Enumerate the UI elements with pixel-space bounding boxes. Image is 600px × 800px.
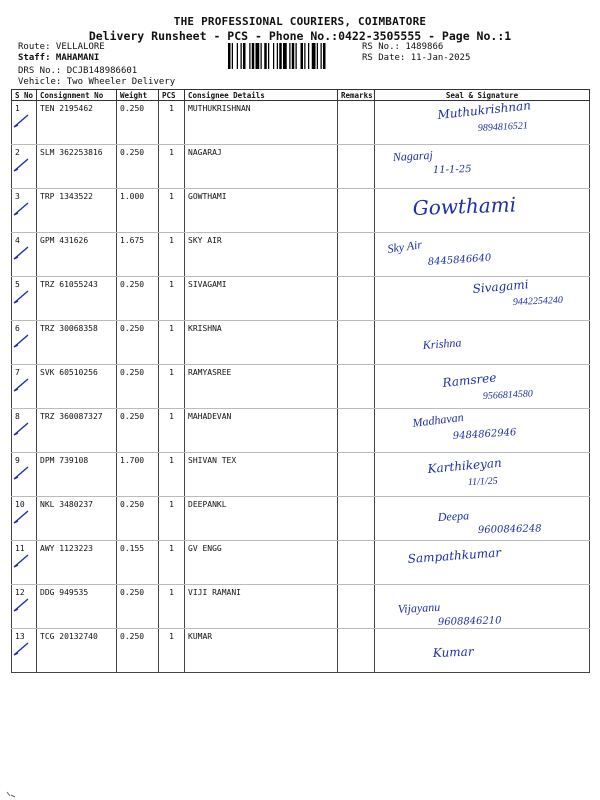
cell-pcs bbox=[159, 541, 185, 585]
cell-consignment-no-text: TRZ 30068358 bbox=[40, 324, 98, 333]
cell-signature bbox=[375, 541, 590, 585]
table-row bbox=[12, 497, 590, 541]
cell-pcs bbox=[159, 145, 185, 189]
barcode-image bbox=[228, 43, 356, 69]
handwritten-signature bbox=[383, 235, 600, 275]
cell-sno bbox=[12, 189, 37, 233]
cell-pcs-text: 1 bbox=[169, 500, 174, 509]
cell-sno-text: 1 bbox=[15, 104, 20, 113]
svg-text:8445846640: 8445846640 bbox=[427, 252, 492, 268]
cell-signature bbox=[375, 145, 590, 189]
cell-pcs bbox=[159, 365, 185, 409]
cell-weight bbox=[117, 497, 159, 541]
cell-weight bbox=[117, 365, 159, 409]
cell-pcs-text: 1 bbox=[169, 148, 174, 157]
svg-text:Sampathkumar: Sampathkumar bbox=[407, 545, 502, 566]
cell-sno bbox=[12, 585, 37, 629]
cell-remarks bbox=[338, 453, 375, 497]
cell-weight bbox=[117, 585, 159, 629]
cell-consignee-text: KUMAR bbox=[188, 632, 213, 641]
cell-pcs bbox=[159, 497, 185, 541]
cell-pcs-text: 1 bbox=[169, 632, 174, 641]
delivery-tick-mark bbox=[12, 241, 34, 263]
table-row bbox=[12, 233, 590, 277]
handwritten-signature bbox=[383, 147, 600, 187]
handwritten-signature bbox=[383, 367, 600, 407]
cell-sno bbox=[12, 321, 37, 365]
handwritten-signature bbox=[383, 631, 600, 671]
cell-consignment-no bbox=[37, 101, 117, 145]
col-weight-header: Weight bbox=[117, 90, 159, 101]
table-row bbox=[12, 409, 590, 453]
cell-weight-text: 0.250 bbox=[120, 500, 145, 509]
cell-signature bbox=[375, 497, 590, 541]
svg-text:Gowthami: Gowthami bbox=[412, 192, 517, 220]
svg-text:11-1-25: 11-1-25 bbox=[432, 163, 472, 176]
cell-remarks bbox=[338, 629, 375, 673]
cell-weight bbox=[117, 145, 159, 189]
cell-signature bbox=[375, 365, 590, 409]
runsheet-subtitle: Delivery Runsheet - PCS - Phone No.:0422-3505555 - Page No.:1 bbox=[88, 29, 512, 43]
cell-pcs-text: 1 bbox=[169, 192, 174, 201]
cell-sno-text: 13 bbox=[15, 632, 25, 641]
cell-consignee bbox=[185, 585, 338, 629]
cell-consignment-no bbox=[37, 585, 117, 629]
cell-weight-text: 0.250 bbox=[120, 412, 145, 421]
cell-remarks bbox=[338, 541, 375, 585]
handwritten-signature bbox=[383, 543, 600, 583]
handwritten-signature bbox=[383, 98, 600, 143]
company-title: THE PROFESSIONAL COURIERS, COIMBATORE bbox=[173, 15, 427, 28]
cell-remarks bbox=[338, 409, 375, 453]
cell-consignee bbox=[185, 321, 338, 365]
delivery-tick-mark bbox=[12, 461, 34, 483]
cell-consignment-no-text: DPM 739108 bbox=[40, 456, 89, 465]
delivery-tick-mark bbox=[12, 109, 34, 131]
cell-weight-text: 0.250 bbox=[120, 588, 145, 597]
table-row bbox=[12, 453, 590, 497]
cell-consignee-text: MUTHUKRISHNAN bbox=[188, 104, 251, 113]
delivery-tick-mark bbox=[12, 549, 34, 571]
cell-sno-text: 5 bbox=[15, 280, 20, 289]
cell-pcs bbox=[159, 233, 185, 277]
handwritten-signature bbox=[383, 455, 600, 495]
col-consignment-header: Consignment No bbox=[37, 90, 117, 101]
svg-text:Karthikeyan: Karthikeyan bbox=[427, 455, 503, 476]
cell-consignee bbox=[185, 541, 338, 585]
cell-signature bbox=[375, 585, 590, 629]
cell-consignment-no bbox=[37, 233, 117, 277]
cell-signature bbox=[375, 453, 590, 497]
cell-pcs bbox=[159, 101, 185, 145]
cell-sno-text: 3 bbox=[15, 192, 20, 201]
table-row bbox=[12, 585, 590, 629]
cell-pcs bbox=[159, 585, 185, 629]
cell-pcs-text: 1 bbox=[169, 236, 174, 245]
delivery-tick-mark bbox=[12, 505, 34, 527]
col-remarks-header: Remarks bbox=[338, 90, 375, 101]
rs-number: RS No.: 1489866 bbox=[362, 42, 444, 52]
cell-sno bbox=[12, 233, 37, 277]
cell-consignee bbox=[185, 453, 338, 497]
cell-sno bbox=[12, 145, 37, 189]
cell-sno bbox=[12, 629, 37, 673]
cell-pcs-text: 1 bbox=[169, 588, 174, 597]
delivery-tick-mark bbox=[12, 417, 34, 439]
drs-number: DRS No.: DCJB148986601 bbox=[18, 66, 138, 76]
svg-text:9608846210: 9608846210 bbox=[437, 615, 502, 628]
svg-text:Kumar: Kumar bbox=[432, 644, 474, 660]
svg-text:Sky Air: Sky Air bbox=[386, 237, 423, 256]
handwritten-signature bbox=[383, 587, 600, 627]
cell-pcs bbox=[159, 277, 185, 321]
cell-weight bbox=[117, 453, 159, 497]
delivery-tick-mark bbox=[12, 373, 34, 395]
svg-text:Sivagami: Sivagami bbox=[472, 277, 530, 296]
cell-weight-text: 0.250 bbox=[120, 148, 145, 157]
cell-consignee bbox=[185, 277, 338, 321]
cell-consignee bbox=[185, 365, 338, 409]
cell-consignment-no-text: TEN 2195462 bbox=[40, 104, 93, 113]
table-row bbox=[12, 365, 590, 409]
cell-remarks bbox=[338, 321, 375, 365]
cell-weight-text: 0.250 bbox=[120, 280, 145, 289]
cell-weight-text: 1.000 bbox=[120, 192, 145, 201]
cell-consignee-text: MAHADEVAN bbox=[188, 412, 232, 421]
cell-consignment-no bbox=[37, 321, 117, 365]
rs-date: RS Date: 11-Jan-2025 bbox=[362, 53, 471, 63]
cell-signature bbox=[375, 321, 590, 365]
cell-consignee-text: SHIVAN TEX bbox=[188, 456, 237, 465]
cell-weight bbox=[117, 321, 159, 365]
table-row bbox=[12, 321, 590, 365]
cell-weight-text: 0.250 bbox=[120, 632, 145, 641]
cell-pcs bbox=[159, 453, 185, 497]
cell-consignment-no-text: DDG 949535 bbox=[40, 588, 89, 597]
cell-signature bbox=[375, 189, 590, 233]
cell-consignee bbox=[185, 497, 338, 541]
svg-text:Krishna: Krishna bbox=[422, 335, 462, 352]
cell-consignment-no bbox=[37, 409, 117, 453]
cell-consignee bbox=[185, 409, 338, 453]
table-row bbox=[12, 145, 590, 189]
cell-consignment-no bbox=[37, 365, 117, 409]
cell-pcs bbox=[159, 629, 185, 673]
cell-weight-text: 1.700 bbox=[120, 456, 145, 465]
svg-text:Muthukrishnan: Muthukrishnan bbox=[436, 98, 532, 122]
handwritten-signature bbox=[383, 499, 600, 539]
cell-sno-text: 7 bbox=[15, 368, 20, 377]
table-row bbox=[12, 189, 590, 233]
route-label: Route: VELLALORE bbox=[18, 42, 105, 52]
cell-sno bbox=[12, 497, 37, 541]
cell-sno-text: 6 bbox=[15, 324, 20, 333]
cell-weight bbox=[117, 629, 159, 673]
scan-mark bbox=[6, 790, 16, 798]
col-consignee-header: Consignee Details bbox=[185, 90, 338, 101]
cell-consignee bbox=[185, 145, 338, 189]
cell-consignee-text: VIJI RAMANI bbox=[188, 588, 241, 597]
cell-remarks bbox=[338, 585, 375, 629]
cell-remarks bbox=[338, 233, 375, 277]
cell-remarks bbox=[338, 365, 375, 409]
handwritten-signature bbox=[383, 279, 600, 319]
svg-text:9600846248: 9600846248 bbox=[477, 523, 542, 536]
table-row bbox=[12, 101, 590, 145]
cell-consignee-text: GV ENGG bbox=[188, 544, 222, 553]
delivery-tick-mark bbox=[12, 153, 34, 175]
table-row bbox=[12, 541, 590, 585]
delivery-table bbox=[11, 89, 590, 673]
svg-text:9484862946: 9484862946 bbox=[452, 427, 517, 442]
cell-consignee bbox=[185, 629, 338, 673]
cell-consignment-no bbox=[37, 453, 117, 497]
cell-signature bbox=[375, 277, 590, 321]
cell-weight-text: 0.250 bbox=[120, 324, 145, 333]
cell-consignment-no-text: TRZ 61055243 bbox=[40, 280, 98, 289]
cell-weight bbox=[117, 233, 159, 277]
cell-weight-text: 0.250 bbox=[120, 104, 145, 113]
cell-consignee-text: KRISHNA bbox=[188, 324, 222, 333]
delivery-tick-mark bbox=[12, 285, 34, 307]
cell-consignment-no bbox=[37, 541, 117, 585]
cell-sno bbox=[12, 277, 37, 321]
cell-pcs bbox=[159, 189, 185, 233]
cell-pcs-text: 1 bbox=[169, 280, 174, 289]
cell-remarks bbox=[338, 145, 375, 189]
svg-text:Vijayanu: Vijayanu bbox=[397, 599, 441, 616]
cell-weight-text: 0.250 bbox=[120, 368, 145, 377]
cell-consignee-text: SIVAGAMI bbox=[188, 280, 227, 289]
staff-label: Staff: MAHAMANI bbox=[18, 53, 100, 63]
cell-pcs bbox=[159, 321, 185, 365]
cell-consignee-text: RAMYASREE bbox=[188, 368, 232, 377]
cell-sno bbox=[12, 453, 37, 497]
handwritten-signature bbox=[383, 191, 600, 231]
cell-sno-text: 9 bbox=[15, 456, 20, 465]
cell-remarks bbox=[338, 101, 375, 145]
cell-remarks bbox=[338, 277, 375, 321]
cell-weight bbox=[117, 189, 159, 233]
cell-consignee-text: NAGARAJ bbox=[188, 148, 222, 157]
cell-consignment-no-text: GPM 431626 bbox=[40, 236, 89, 245]
table-row bbox=[12, 277, 590, 321]
cell-consignment-no bbox=[37, 189, 117, 233]
cell-remarks bbox=[338, 189, 375, 233]
cell-consignment-no bbox=[37, 145, 117, 189]
cell-consignment-no-text: SVK 60510256 bbox=[40, 368, 98, 377]
cell-signature bbox=[375, 409, 590, 453]
cell-signature bbox=[375, 233, 590, 277]
cell-consignment-no bbox=[37, 277, 117, 321]
cell-sno-text: 4 bbox=[15, 236, 20, 245]
cell-consignment-no bbox=[37, 629, 117, 673]
cell-consignment-no-text: AWY 1123223 bbox=[40, 544, 93, 553]
table-header-row bbox=[12, 90, 590, 101]
cell-consignee-text: DEEPANKL bbox=[188, 500, 227, 509]
cell-sno bbox=[12, 409, 37, 453]
cell-consignee-text: GOWTHAMI bbox=[188, 192, 227, 201]
cell-consignment-no-text: SLM 362253816 bbox=[40, 148, 103, 157]
svg-text:Madhavan: Madhavan bbox=[411, 409, 465, 430]
svg-text:Nagaraj: Nagaraj bbox=[392, 147, 434, 164]
cell-sno-text: 11 bbox=[15, 544, 25, 553]
cell-sno-text: 8 bbox=[15, 412, 20, 421]
cell-pcs-text: 1 bbox=[169, 412, 174, 421]
cell-weight bbox=[117, 409, 159, 453]
cell-sno-text: 10 bbox=[15, 500, 25, 509]
cell-sno-text: 2 bbox=[15, 148, 20, 157]
cell-signature bbox=[375, 98, 590, 145]
cell-consignee bbox=[185, 189, 338, 233]
delivery-tick-mark bbox=[12, 637, 34, 659]
svg-text:11/1/25: 11/1/25 bbox=[467, 475, 498, 488]
cell-consignment-no-text: TRZ 360087327 bbox=[40, 412, 103, 421]
svg-text:9894816521: 9894816521 bbox=[477, 120, 529, 134]
delivery-tick-mark bbox=[12, 197, 34, 219]
vehicle-label: Vehicle: Two Wheeler Delivery bbox=[18, 77, 176, 87]
cell-sno bbox=[12, 101, 37, 145]
cell-remarks bbox=[338, 497, 375, 541]
cell-pcs-text: 1 bbox=[169, 104, 174, 113]
cell-signature bbox=[375, 629, 590, 673]
svg-text:Deepa: Deepa bbox=[437, 508, 470, 524]
cell-pcs-text: 1 bbox=[169, 544, 174, 553]
cell-consignment-no-text: NKL 3480237 bbox=[40, 500, 93, 509]
cell-consignment-no bbox=[37, 497, 117, 541]
cell-pcs-text: 1 bbox=[169, 324, 174, 333]
cell-pcs-text: 1 bbox=[169, 456, 174, 465]
cell-pcs-text: 1 bbox=[169, 368, 174, 377]
handwritten-signature bbox=[383, 323, 600, 363]
cell-pcs bbox=[159, 409, 185, 453]
cell-weight-text: 1.675 bbox=[120, 236, 145, 245]
cell-consignment-no-text: TRP 1343522 bbox=[40, 192, 93, 201]
cell-consignee-text: SKY AIR bbox=[188, 236, 222, 245]
col-pcs-header: PCS bbox=[159, 90, 185, 101]
col-sno-header: S No bbox=[12, 90, 37, 101]
cell-consignment-no-text: TCG 20132740 bbox=[40, 632, 98, 641]
cell-consignee bbox=[185, 233, 338, 277]
delivery-tick-mark bbox=[12, 329, 34, 351]
cell-sno bbox=[12, 365, 37, 409]
delivery-tick-mark bbox=[12, 593, 34, 615]
svg-text:Ramsree: Ramsree bbox=[441, 370, 497, 390]
handwritten-signature bbox=[383, 411, 600, 451]
cell-weight-text: 0.155 bbox=[120, 544, 145, 553]
col-signature-header: Seal & Signature bbox=[375, 90, 590, 101]
svg-text:9566814580: 9566814580 bbox=[482, 388, 534, 402]
cell-weight bbox=[117, 101, 159, 145]
cell-weight bbox=[117, 541, 159, 585]
cell-sno-text: 12 bbox=[15, 588, 25, 597]
svg-text:9442254240: 9442254240 bbox=[512, 294, 564, 308]
table-row bbox=[12, 629, 590, 673]
cell-consignee bbox=[185, 101, 338, 145]
cell-sno bbox=[12, 541, 37, 585]
cell-weight bbox=[117, 277, 159, 321]
